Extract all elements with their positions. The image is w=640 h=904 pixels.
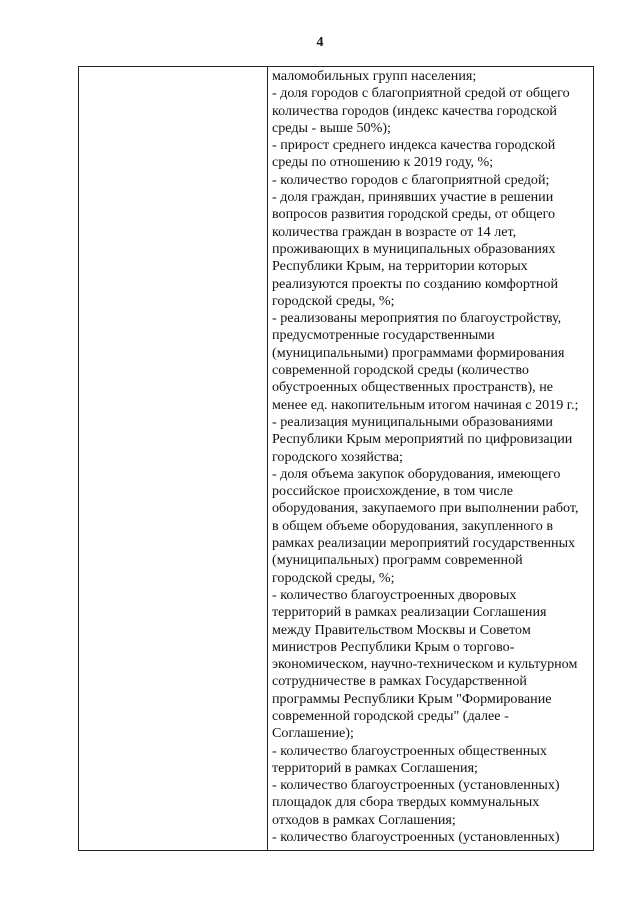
- indicator-text-line: современной городской среды" (далее -: [272, 707, 509, 724]
- indicator-text-line: территорий в рамках реализации Соглашения: [272, 604, 547, 621]
- indicator-text-line: количества городов (индекс качества городской: [272, 102, 557, 119]
- indicator-text-line: Республики Крым мероприятий по цифровизации: [272, 431, 573, 448]
- indicator-text-line: проживающих в муниципальных образованиях: [272, 240, 556, 257]
- indicator-text-line: - доля объема закупок оборудования, имеющего: [272, 465, 561, 482]
- table-right-cell: [268, 67, 593, 850]
- indicator-text-line: - количество благоустроенных (установленных): [272, 829, 560, 846]
- indicator-text-line: рамках реализации мероприятий государственных: [272, 535, 576, 552]
- table-left-cell: [79, 67, 268, 850]
- indicator-text-line: менее ед. накопительным итогом начиная с 2019 г.;: [272, 396, 579, 413]
- indicators-table: [78, 66, 594, 851]
- indicator-text-line: - количество благоустроенных общественных: [272, 742, 547, 759]
- indicator-text-line: российское происхождение, в том числе: [272, 483, 513, 500]
- indicator-text-line: предусмотренные государственными: [272, 327, 495, 344]
- indicator-text-line: - доля граждан, принявших участие в решении: [272, 189, 554, 206]
- indicator-text-line: программы Республики Крым "Формирование: [272, 690, 552, 707]
- indicator-text-line: - реализация муниципальными образованиями: [272, 413, 553, 430]
- indicator-text-line: современной городской среды (количество: [272, 362, 529, 379]
- indicator-text-line: реализуются проекты по созданию комфортной: [272, 275, 559, 292]
- indicator-text-line: отходов в рамках Соглашения;: [272, 811, 456, 828]
- indicator-text-line: городской среды, %;: [272, 292, 395, 309]
- indicator-text-line: экономическом, научно-техническом и культурном: [272, 656, 578, 673]
- indicator-text-line: территорий в рамках Соглашения;: [272, 759, 478, 776]
- indicator-text-line: среды по отношению к 2019 году, %;: [272, 154, 494, 171]
- indicator-text-line: городского хозяйства;: [272, 448, 403, 465]
- indicator-text-line: министров Республики Крым о торгово-: [272, 638, 515, 655]
- indicator-text-line: вопросов развития городской среды, от общего: [272, 206, 556, 223]
- indicator-text-line: - прирост среднего индекса качества городской: [272, 137, 556, 154]
- indicator-text-line: Соглашение);: [272, 725, 354, 742]
- indicator-text-line: - количество городов с благоприятной средой;: [272, 171, 550, 188]
- indicator-text-line: в общем объеме оборудования, закупленного в: [272, 517, 554, 534]
- indicator-text-line: - доля городов с благоприятной средой от общего: [272, 85, 570, 102]
- page-number: 4: [316, 35, 324, 50]
- indicator-text-line: городской среды, %;: [272, 569, 395, 586]
- indicator-text-line: площадок для сбора твердых коммунальных: [272, 794, 540, 811]
- indicator-text-line: - количество благоустроенных (установленных): [272, 777, 560, 794]
- indicator-text-line: количества граждан в возрасте от 14 лет,: [272, 223, 517, 240]
- indicator-text-line: среды - выше 50%);: [272, 119, 391, 136]
- indicator-text-line: обустроенных общественных пространств), не: [272, 379, 554, 396]
- indicator-text-line: сотрудничестве в рамках Государственной: [272, 673, 527, 690]
- indicator-text-line: (муниципальных) программ современной: [272, 552, 523, 569]
- indicator-text-line: Республики Крым, на территории которых: [272, 258, 528, 275]
- indicator-text-line: оборудования, закупаемого при выполнении работ,: [272, 500, 579, 517]
- indicator-text-line: - реализованы мероприятия по благоустройству,: [272, 310, 562, 327]
- indicator-text-line: - количество благоустроенных дворовых: [272, 586, 517, 603]
- indicator-text-line: маломобильных групп населения;: [272, 68, 477, 84]
- indicator-text-line: (муниципальными) программами формирования: [272, 344, 565, 361]
- indicator-text-line: между Правительством Москвы и Советом: [272, 621, 531, 638]
